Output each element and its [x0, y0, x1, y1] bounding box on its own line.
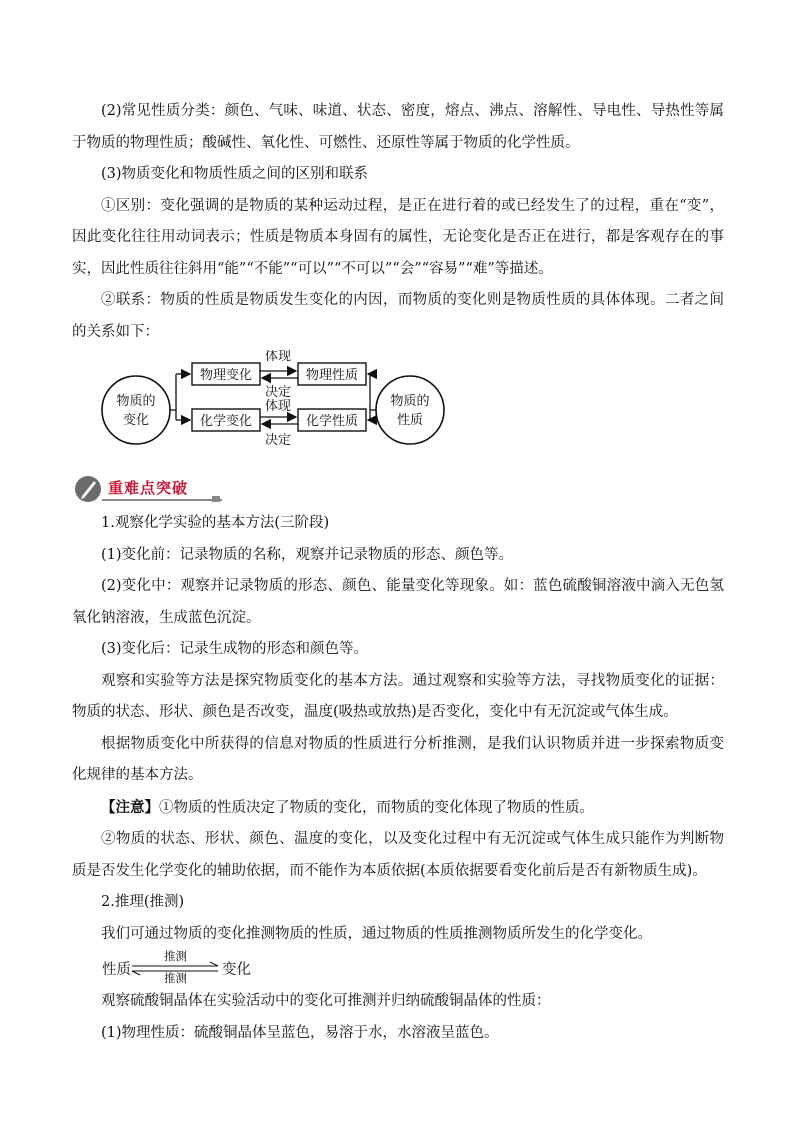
right-circle [376, 376, 444, 444]
label-decide-top: 决定 [264, 385, 292, 400]
paragraph-method-heading: 1.观察化学实验的基本方法(三阶段) [101, 515, 330, 531]
section-banner [72, 472, 724, 506]
document-body [72, 96, 724, 1049]
paragraph-property-classification: (2)常见性质分类：颜色、气味、味道、状态、密度，熔点、沸点、溶解性、导电性、导热性等属于物质的物理性质；酸碱性、氧化性、可燃性、还原性等属于物质的化学性质。 [72, 103, 724, 151]
formula-bottom-label: 推测 [164, 971, 187, 985]
label-reflect-bottom: 体现 [264, 399, 292, 414]
formula-right: 变化 [222, 962, 251, 978]
change-property-diagram [72, 350, 724, 468]
box-physical-property-label: 物理性质 [305, 368, 359, 383]
label-reflect-top: 体现 [264, 350, 292, 364]
paragraph-before-change: (1)变化前：记录物质的名称，观察并记录物质的形态、颜色等。 [101, 546, 514, 563]
label-decide-bottom: 决定 [264, 433, 292, 448]
left-circle-line1: 物质的 [116, 394, 156, 409]
left-circle-line2: 变化 [122, 413, 150, 428]
formula-left: 性质 [102, 962, 131, 978]
box-chemical-change-label: 化学变化 [199, 414, 253, 429]
paragraph-analysis-method: 根据物质变化中所获得的信息对物质的性质进行分析推测，是我们认识物质并进一步探索物质变化规律的基本方法。 [72, 735, 724, 783]
note-text: ①物质的性质决定了物质的变化，而物质的变化体现了物质的性质。 [159, 799, 594, 816]
paragraph-difference: ①区别：变化强调的是物质的某种运动过程，是正在进行着的或已经发生了的过程，重在“变”，因此变化往往用动词表示；性质是物质本身固有的属性，无论变化是否正在进行，都是客观存在的事实，因此性质往往斜用“能”“不能”“可以”“不可以”“会”“容易”“难”等描述。 [72, 197, 724, 277]
formula-top-label: 推测 [164, 949, 187, 963]
paragraph-difference-heading: (3)物质变化和物质性质之间的区别和联系 [101, 166, 369, 182]
paragraph-observation-method: 观察和实验等方法是探究物质变化的基本方法。通过观察和实验等方法，寻找物质变化的证据：物质的状态、形状、颜色是否改变，温度(吸热或放热)是否变化，变化中有无沉淀或气体生成。 [72, 672, 724, 720]
right-circle-line2: 性质 [396, 413, 424, 428]
right-circle-line1: 物质的 [390, 394, 430, 409]
left-circle [102, 376, 170, 444]
note-label: 【注意】 [101, 798, 159, 816]
paragraph-inference-text: 我们可通过物质的变化推测物质的性质，通过物质的性质推测物质所发生的化学变化。 [101, 925, 652, 942]
diagram-graphic [72, 350, 452, 468]
paragraph-inference-heading: 2.推理(推测) [101, 894, 185, 910]
paragraph-after-change: (3)变化后：记录生成物的形态和颜色等。 [101, 641, 369, 657]
paragraph-during-change: (2)变化中：观察并记录物质的形态、颜色、能量变化等现象。如：蓝色硫酸铜溶液中滴入无色氢氧化钠溶液，生成蓝色沉淀。 [72, 578, 724, 626]
inference-formula [72, 950, 724, 986]
box-physical-change-label: 物理变化 [199, 368, 253, 383]
paragraph-note [72, 792, 724, 825]
box-chemical-property-label: 化学性质 [305, 414, 359, 429]
banner-title: 重难点突破 [108, 479, 189, 497]
paragraph-connection: ②联系：物质的性质是物质发生变化的内因，而物质的变化则是物质性质的具体体现。二者之间的关系如下： [72, 292, 724, 340]
paragraph-auxiliary-basis: ②物质的状态、形状、颜色、温度的变化，以及变化过程中有无沉淀或气体生成只能作为判断物质是否发生化学变化的辅助依据，而不能作为本质依据(本质依据要看变化前后是否有新物质生成)。 [72, 831, 724, 879]
paragraph-physical-property: (1)物理性质：硫酸铜晶体呈蓝色，易溶于水，水溶液呈蓝色。 [101, 1024, 499, 1041]
formula-arrows [72, 950, 272, 986]
paragraph-copper-sulfate-intro: 观察硫酸铜晶体在实验活动中的变化可推测并归纳硫酸铜晶体的性质： [101, 993, 551, 1009]
